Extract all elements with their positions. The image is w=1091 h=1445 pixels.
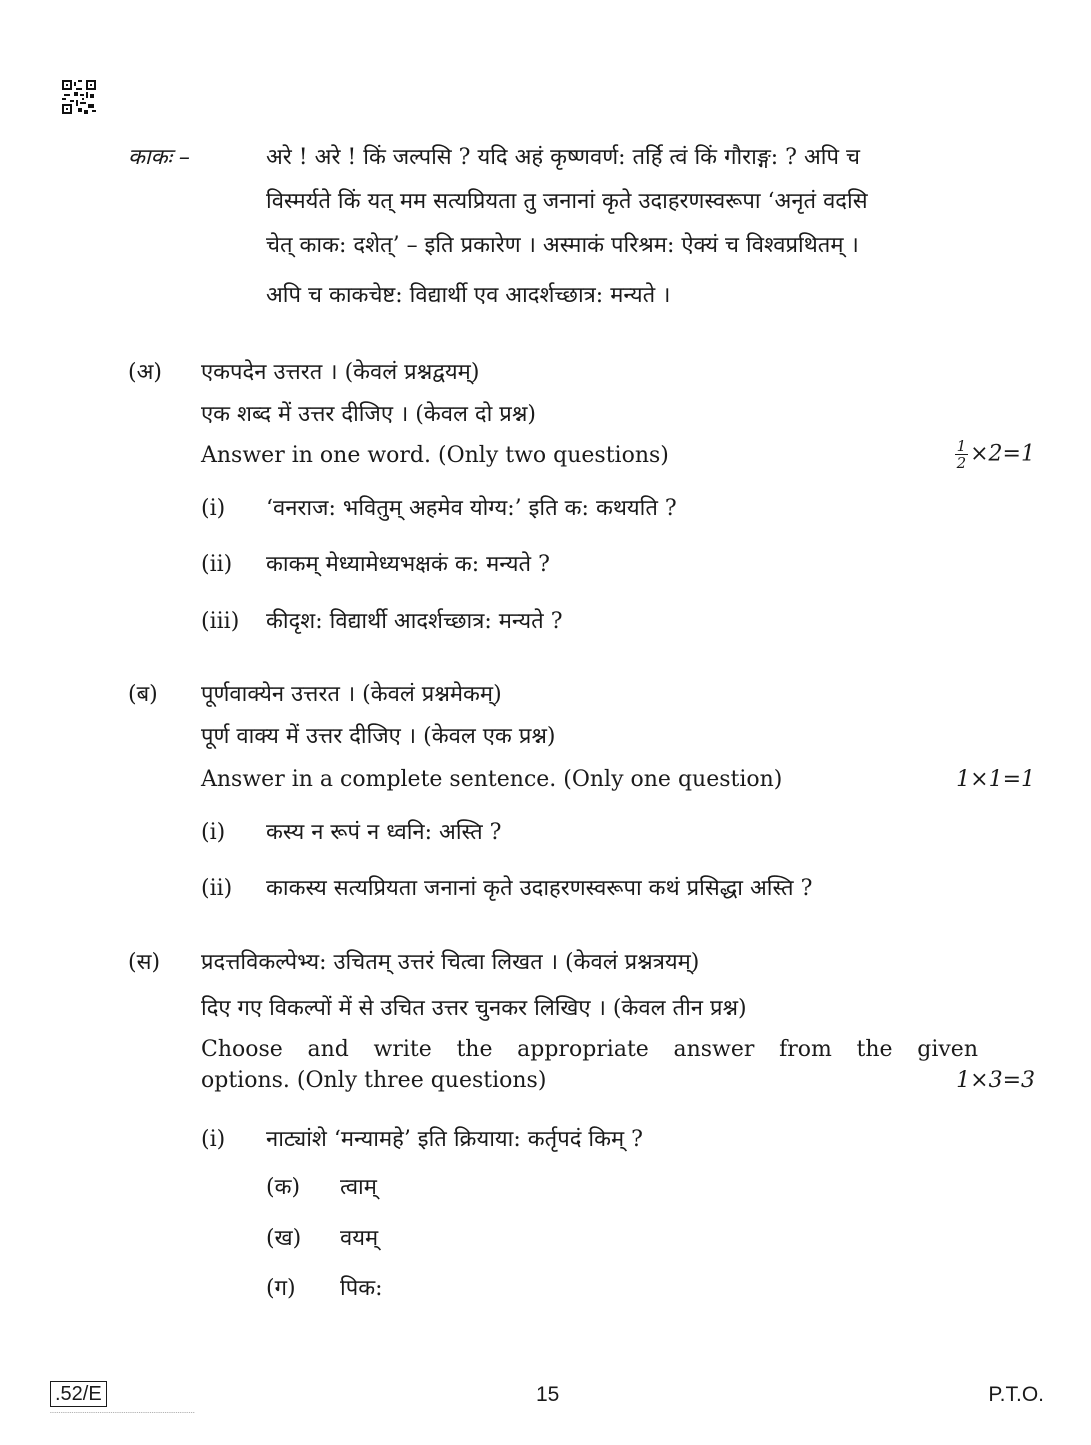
section-a-q1-text: ‘वनराज: भवितुम् अहमेव योग्य:’ इति क: कथयति ? [266,496,677,521]
section-a-q3-num: (iii) [201,609,240,634]
section-b-english: Answer in a complete sentence. (Only one question) [201,767,783,792]
section-a-q1-num: (i) [201,496,226,521]
section-c-q1-num: (i) [201,1127,226,1152]
section-b-q2-text: काकस्य सत्यप्रियता जनानां कृते उदाहरणस्वरूपा कथं प्रसिद्धा अस्ति ? [266,876,813,901]
section-c-marks: 1×3=3 [956,1068,1035,1093]
option-ga-text: पिक: [340,1276,383,1301]
section-b-sanskrit: पूर्णवाक्येन उत्तरत । (केवलं प्रश्नमेकम्) [201,682,502,707]
section-b-q1-text: कस्य न रूपं न ध्वनि: अस्ति ? [266,820,502,845]
speaker-label: काकः – [128,145,190,170]
section-b-hindi: पूर्ण वाक्य में उत्तर दीजिए । (केवल एक प्रश्न) [201,724,556,749]
section-c-hindi: दिए गए विकल्पों में से उचित उत्तर चुनकर लिखिए । (केवल तीन प्रश्न) [201,996,747,1021]
section-a-label: (अ) [128,360,162,385]
section-b-q2-num: (ii) [201,876,233,901]
section-b-marks: 1×1=1 [956,767,1035,792]
fraction-half: $\frac{1}{2}$ [956,437,967,472]
section-a-q2-text: काकम् मेध्यामेध्यभक्षकं क: मन्यते ? [266,552,550,577]
page-number: 15 [536,1383,560,1406]
dialogue-line-2: विस्मर्यते किं यत् मम सत्यप्रियता तु जनानां कृते उदाहरणस्वरूपा ‘अनृतं वदसि [266,189,868,214]
dialogue-line-4: अपि च काकचेष्ट: विद्यार्थी एव आदर्शच्छात्र: मन्यते । [266,283,671,308]
section-c-q1-text: नाट्यांशे ‘मन्यामहे’ इति क्रियाया: कर्तृपदं किम् ? [266,1127,643,1152]
section-c-english-line-1: Choose and write the appropriate answer from the given [201,1037,978,1062]
option-ka-key: (क) [266,1175,301,1200]
option-kha-key: (ख) [266,1226,302,1251]
section-a-marks: $\frac{1}{2}$ ×2=1 [956,437,1035,472]
pto-label: P.T.O. [988,1383,1044,1406]
section-c-english-line-2: options. (Only three questions) [201,1068,547,1093]
option-ka-text: त्वाम् [340,1175,377,1200]
dialogue-line-1: अरे ! अरे ! किं जल्पसि ? यदि अहं कृष्णवर्ण: तर्हि त्वं किं गौराङ्ग: ? अपि च [266,145,860,170]
dialogue-line-3: चेत् काक: दशेत्’ – इति प्रकारेण । अस्माकं परिश्रम: ऐक्यं च विश्वप्रथितम् । [266,233,859,258]
section-c-label: (स) [128,950,161,975]
option-kha-text: वयम् [340,1226,379,1251]
section-a-q2-num: (ii) [201,552,233,577]
section-a-q3-text: कीदृश: विद्यार्थी आदर्शच्छात्र: मन्यते ? [266,609,563,634]
section-c-sanskrit: प्रदत्तविकल्पेभ्य: उचितम् उत्तरं चित्वा लिखत । (केवलं प्रश्नत्रयम्) [201,950,700,975]
qr-code-icon [62,80,96,114]
section-a-hindi: एक शब्द में उत्तर दीजिए । (केवल दो प्रश्न) [201,402,536,427]
section-a-english: Answer in one word. (Only two questions) [201,443,669,468]
fine-print-strip: ------------------------------------------------------------------- [50,1410,196,1416]
option-ga-key: (ग) [266,1276,296,1301]
section-a-sanskrit: एकपदेन उत्तरत । (केवलं प्रश्नद्वयम्) [201,360,480,385]
section-b-label: (ब) [128,682,158,707]
section-b-q1-num: (i) [201,820,226,845]
paper-code: .52/E [50,1381,107,1407]
